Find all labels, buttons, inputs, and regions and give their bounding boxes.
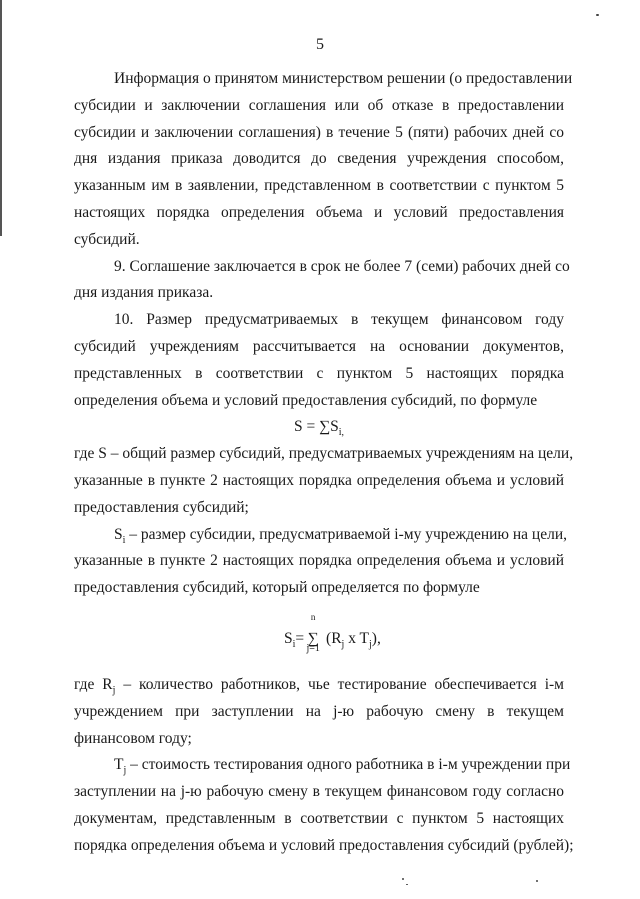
- text-line: 9. Соглашение заключается в срок не более 7 (семи) рабочих дней со: [114, 257, 570, 275]
- text-line: настоящих порядка определения объема и условий предоставления: [74, 203, 564, 221]
- scan-mark-bottom-3: [536, 880, 538, 882]
- text-line: 10. Размер предусматриваемых в текущем финансовом году: [114, 311, 564, 329]
- sum-sign: ∑: [307, 629, 319, 647]
- text-line: указанные в пункте 2 настоящих порядка определения объема и условий: [74, 552, 564, 570]
- definition-si: [74, 522, 568, 549]
- formula-subscript: i,: [338, 427, 345, 439]
- text-line: указанные в пункте 2 настоящих порядка определения объема и условий: [74, 471, 564, 489]
- text-line: порядка определения объема и условий предоставления субсидий (рублей);: [74, 836, 574, 854]
- text-line: указанным им в заявлении, представленном в соответствии с пунктом 5: [74, 177, 564, 195]
- text-line: определения объема и условий предоставления субсидий, по формуле: [74, 391, 538, 409]
- formula-body-open: (R: [326, 629, 342, 647]
- symbol-s: S: [114, 525, 123, 543]
- text-line: документам, представленным в соответствии с пунктом 5 настоящих: [74, 809, 564, 827]
- symbol-subscript: j: [123, 765, 127, 777]
- text-line: учреждением при заступлении на j-ю рабочую смену в текущем: [74, 702, 564, 720]
- scan-mark-bottom: [402, 878, 404, 880]
- page-number: 5: [316, 36, 324, 53]
- formula-eq: =: [295, 629, 305, 647]
- scan-mark-bottom-2: [406, 884, 408, 885]
- text-line: предоставления субсидий;: [74, 498, 249, 516]
- formula-expression: [284, 611, 381, 659]
- text-line: – стоимость тестирования одного работника в i-м учреждении при: [130, 756, 571, 774]
- formula-total-sum: [74, 414, 564, 441]
- text-line: субсидии и заключении соглашения) в течение 5 (пяти) рабочих дней со: [74, 123, 564, 141]
- symbol-subscript: j: [112, 685, 116, 697]
- definition-rj: [74, 672, 564, 699]
- formula-institution-sum: [74, 611, 564, 664]
- symbol-t: T: [114, 756, 124, 774]
- formula-body-sub: j: [369, 639, 372, 651]
- text-line: Информация о принятом министерством решении (о предоставлении: [114, 70, 573, 87]
- symbol-r: где R: [74, 675, 113, 693]
- symbol-subscript: i: [122, 534, 126, 546]
- formula-body-sub: j: [341, 639, 345, 651]
- text-line: субсидий учреждениям рассчитывается на основании документов,: [74, 337, 564, 355]
- scan-mark-top-right: [596, 14, 599, 16]
- formula-lhs-sub: i: [292, 639, 296, 651]
- formula-lhs: S: [284, 629, 293, 647]
- text-line: субсидий.: [74, 230, 140, 248]
- formula-body-mid: x T: [344, 629, 370, 647]
- text-line: заступлении на j-ю рабочую смену в текущем финансовом году согласно: [74, 783, 564, 801]
- text-line: представленных в соответствии с пунктом 5 настоящих порядка: [74, 364, 564, 382]
- definition-tj: [74, 752, 571, 779]
- text-line: – размер субсидии, предусматриваемой i-му учреждению на цели,: [129, 525, 568, 543]
- text-line: дня издания приказа доводится до сведения учреждения способом,: [74, 150, 564, 168]
- formula-text: S = ∑S: [293, 418, 339, 436]
- sum-upper-limit: n: [310, 611, 316, 622]
- text-line: субсидии и заключении соглашения или об отказе в предоставлении: [74, 96, 564, 114]
- text-line: дня издания приказа.: [74, 284, 214, 302]
- text-line: предоставления субсидий, который определяется по формуле: [74, 579, 480, 597]
- sum-operator: [304, 611, 322, 654]
- text-line: где S – общий размер субсидий, предусматриваемых учреждениям на цели,: [74, 445, 574, 463]
- sum-lower-limit: j=1: [306, 642, 320, 654]
- text-line: – количество работников, чье тестирование обеспечивается i-м: [123, 675, 564, 693]
- text-line: финансовом году;: [74, 729, 192, 747]
- document-body: [74, 66, 574, 860]
- formula-body-close: ),: [371, 629, 381, 647]
